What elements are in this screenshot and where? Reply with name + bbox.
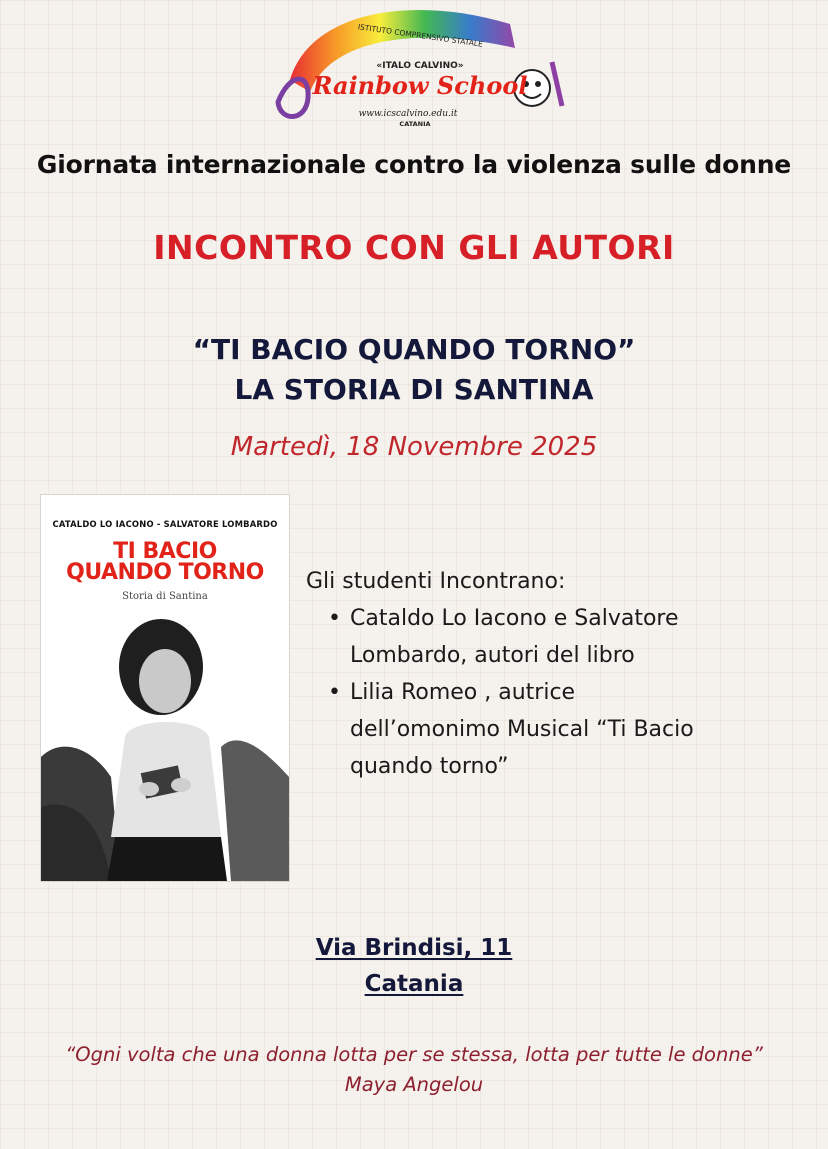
cover-title-line1: TI BACIO [113, 539, 217, 564]
book-title-line2: LA STORIA DI SANTINA [234, 373, 594, 406]
logo-city: CATANIA [399, 120, 431, 128]
cover-title-line2: QUANDO TORNO [66, 560, 264, 585]
address-street: Via Brindisi, 11 [315, 935, 513, 961]
book-title [0, 330, 828, 410]
guest-list-item [350, 600, 796, 674]
cover-photo-illustration [41, 607, 289, 881]
guest-line: quando torno” [350, 754, 509, 779]
logo-brand: Rainbow School [312, 71, 528, 100]
quote [0, 1040, 828, 1100]
cover-authors: CATALDO LO IACONO - SALVATORE LOMBARDO [52, 519, 278, 529]
event-headline: INCONTRO CON GLI AUTORI [153, 228, 675, 267]
logo-school-type: ISTITUTO COMPRENSIVO STATALE [357, 22, 484, 49]
book-title-line1: “TI BACIO QUANDO TORNO” [192, 333, 636, 366]
event-date: Martedì, 18 Novembre 2025 [230, 432, 598, 462]
guest-line: • Cataldo Lo Iacono e Salvatore [350, 606, 679, 631]
description-intro: Gli studenti Incontrano: [306, 569, 566, 594]
event-subtitle: Giornata internazionale contro la violenza sulle donne [36, 150, 792, 179]
event-address [0, 930, 828, 1002]
cover-subtitle: Storia di Santina [122, 591, 208, 602]
quote-text: “Ogni volta che una donna lotta per se stessa, lotta per tutte le donne” [65, 1043, 763, 1066]
rainbow-logo-graphic [270, 2, 575, 134]
description [306, 563, 796, 785]
guest-line: Lombardo, autori del libro [350, 643, 635, 668]
logo-school-name: «ITALO CALVINO» [376, 61, 464, 71]
guest-line: dell’omonimo Musical “Ti Bacio [350, 717, 694, 742]
guest-list [306, 600, 796, 785]
book-cover [40, 494, 290, 882]
school-logo [270, 2, 575, 134]
address-city: Catania [364, 971, 464, 997]
quote-author: Maya Angelou [344, 1073, 484, 1096]
cover-title [41, 541, 289, 583]
cover-photo [41, 607, 289, 881]
guest-line: • Lilia Romeo , autrice [350, 680, 576, 705]
guest-list-item [350, 674, 796, 785]
logo-website: www.icscalvino.edu.it [358, 109, 458, 119]
